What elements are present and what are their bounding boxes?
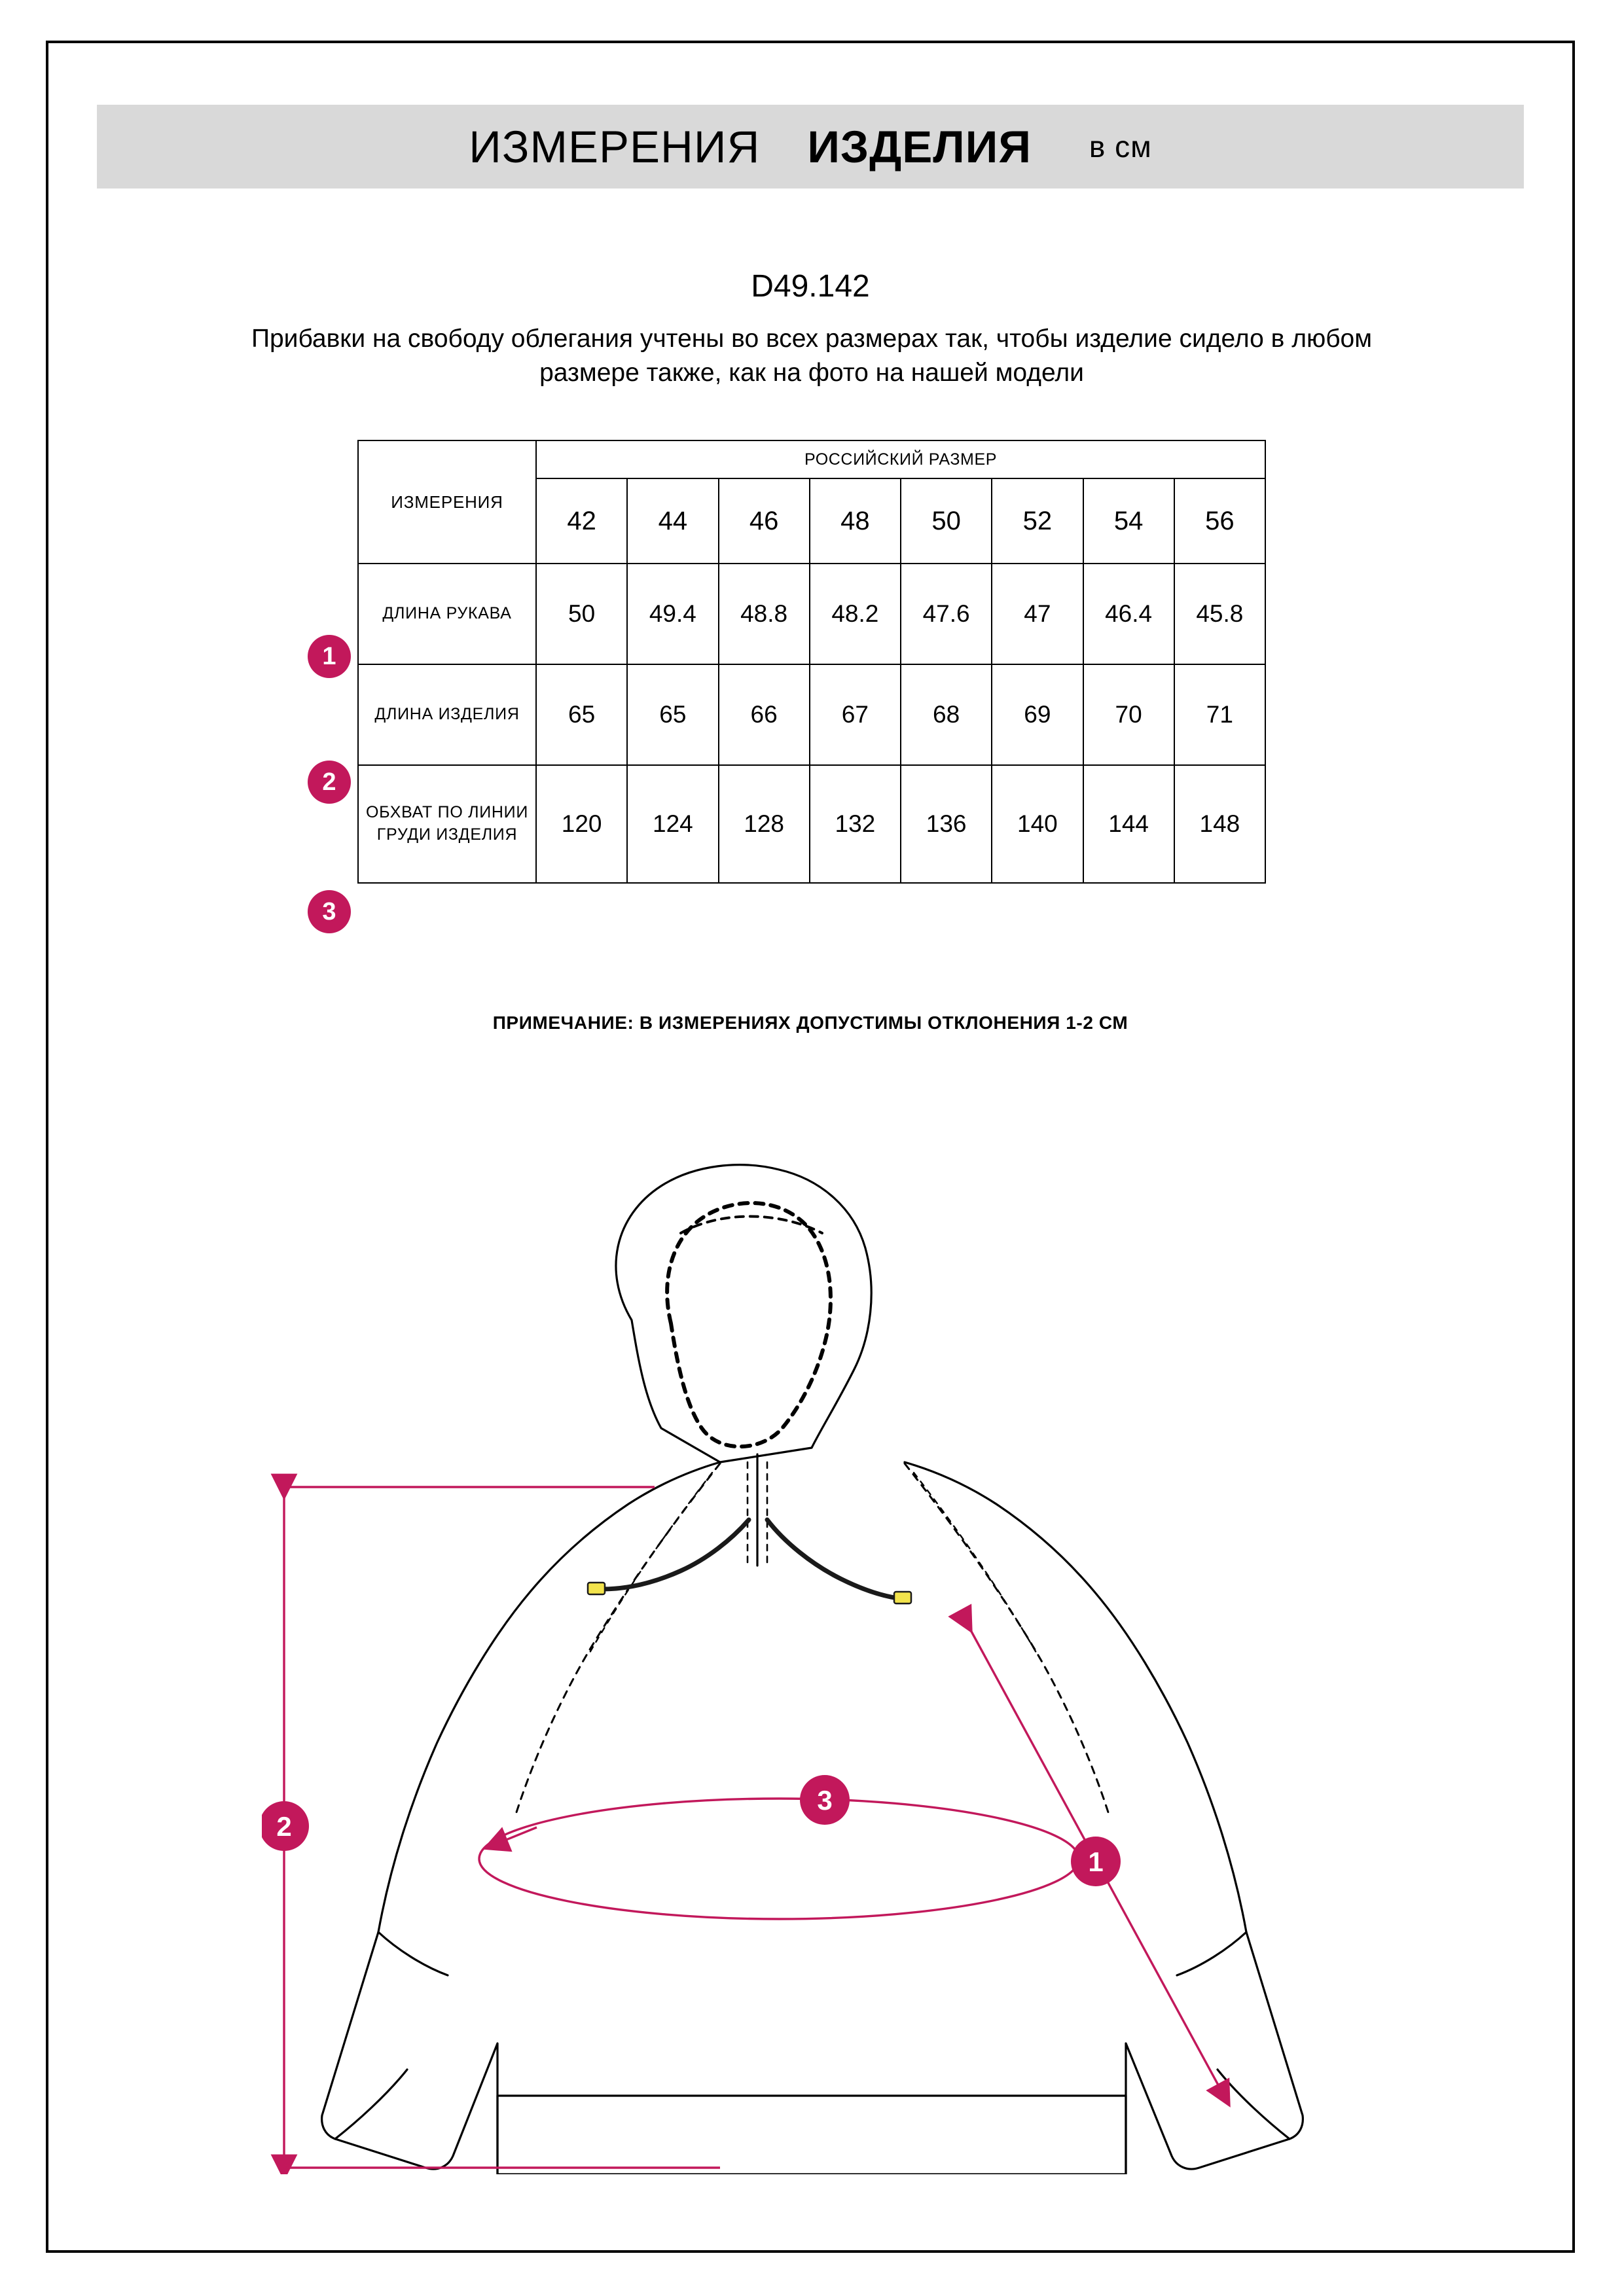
- figure-marker-1-label: 1: [1088, 1846, 1104, 1877]
- value-cell: 70: [1083, 664, 1174, 765]
- value-cell: 48.8: [719, 564, 810, 664]
- table-group-header-row: [358, 440, 1265, 478]
- value-cell: 65: [627, 664, 718, 765]
- hoodie-illustration: [262, 1062, 1414, 2174]
- size-cell: 52: [992, 478, 1083, 564]
- value-cell: 132: [810, 765, 901, 883]
- table-row: [358, 564, 1265, 664]
- value-cell: 148: [1174, 765, 1265, 883]
- value-cell: 66: [719, 664, 810, 765]
- value-cell: 136: [901, 765, 992, 883]
- intro-text: Прибавки на свободу облегания учтены во всех размерах так, чтобы изделие сидело в любом размере также, как на фото на нашей модели: [251, 325, 1373, 387]
- size-cell: 56: [1174, 478, 1265, 564]
- row-label-chest-girth: ОБХВАТ ПО ЛИНИИ ГРУДИ ИЗДЕЛИЯ: [358, 765, 536, 883]
- value-cell: 120: [536, 765, 627, 883]
- value-cell: 140: [992, 765, 1083, 883]
- measurements-header-label: ИЗМЕРЕНИЯ: [391, 492, 503, 512]
- document-content: [46, 41, 1575, 2253]
- row-label-product-length: ДЛИНА ИЗДЕЛИЯ: [358, 664, 536, 765]
- size-cell: 54: [1083, 478, 1174, 564]
- value-cell: 48.2: [810, 564, 901, 664]
- size-table: [357, 440, 1266, 884]
- row-marker-1: 1: [308, 635, 351, 678]
- model-code: D49.142: [751, 269, 870, 304]
- measurements-header-cell: [358, 440, 536, 564]
- value-cell: 68: [901, 664, 992, 765]
- value-cell: 65: [536, 664, 627, 765]
- figure-marker-2-label: 2: [276, 1811, 292, 1842]
- measurement-note: ПРИМЕЧАНИЕ: В ИЗМЕРЕНИЯХ ДОПУСТИМЫ ОТКЛОНЕНИЯ 1-2 СМ: [492, 1013, 1128, 1033]
- size-cell: 44: [627, 478, 718, 564]
- title-unit: в см: [1089, 130, 1152, 164]
- size-cell: 46: [719, 478, 810, 564]
- title-measurements: ИЗМЕРЕНИЯ: [469, 121, 761, 172]
- row-label-sleeve-length: ДЛИНА РУКАВА: [358, 564, 536, 664]
- table-row: [358, 664, 1265, 765]
- value-cell: 67: [810, 664, 901, 765]
- value-cell: 47: [992, 564, 1083, 664]
- row-marker-2: 2: [308, 761, 351, 804]
- table-row: [358, 765, 1265, 883]
- value-cell: 71: [1174, 664, 1265, 765]
- value-cell: 50: [536, 564, 627, 664]
- value-cell: 144: [1083, 765, 1174, 883]
- russian-size-header: РОССИЙСКИЙ РАЗМЕР: [536, 440, 1265, 478]
- size-table-wrapper: [357, 440, 1266, 884]
- value-cell: 69: [992, 664, 1083, 765]
- row-marker-3: 3: [308, 890, 351, 933]
- value-cell: 128: [719, 765, 810, 883]
- value-cell: 47.6: [901, 564, 992, 664]
- figure-marker-3-label: 3: [817, 1785, 833, 1816]
- value-cell: 46.4: [1083, 564, 1174, 664]
- size-cell: 42: [536, 478, 627, 564]
- value-cell: 124: [627, 765, 718, 883]
- size-cell: 50: [901, 478, 992, 564]
- header-title-band: [97, 105, 1524, 188]
- title-product: ИЗДЕЛИЯ: [807, 121, 1032, 172]
- value-cell: 49.4: [627, 564, 718, 664]
- value-cell: 45.8: [1174, 564, 1265, 664]
- size-cell: 48: [810, 478, 901, 564]
